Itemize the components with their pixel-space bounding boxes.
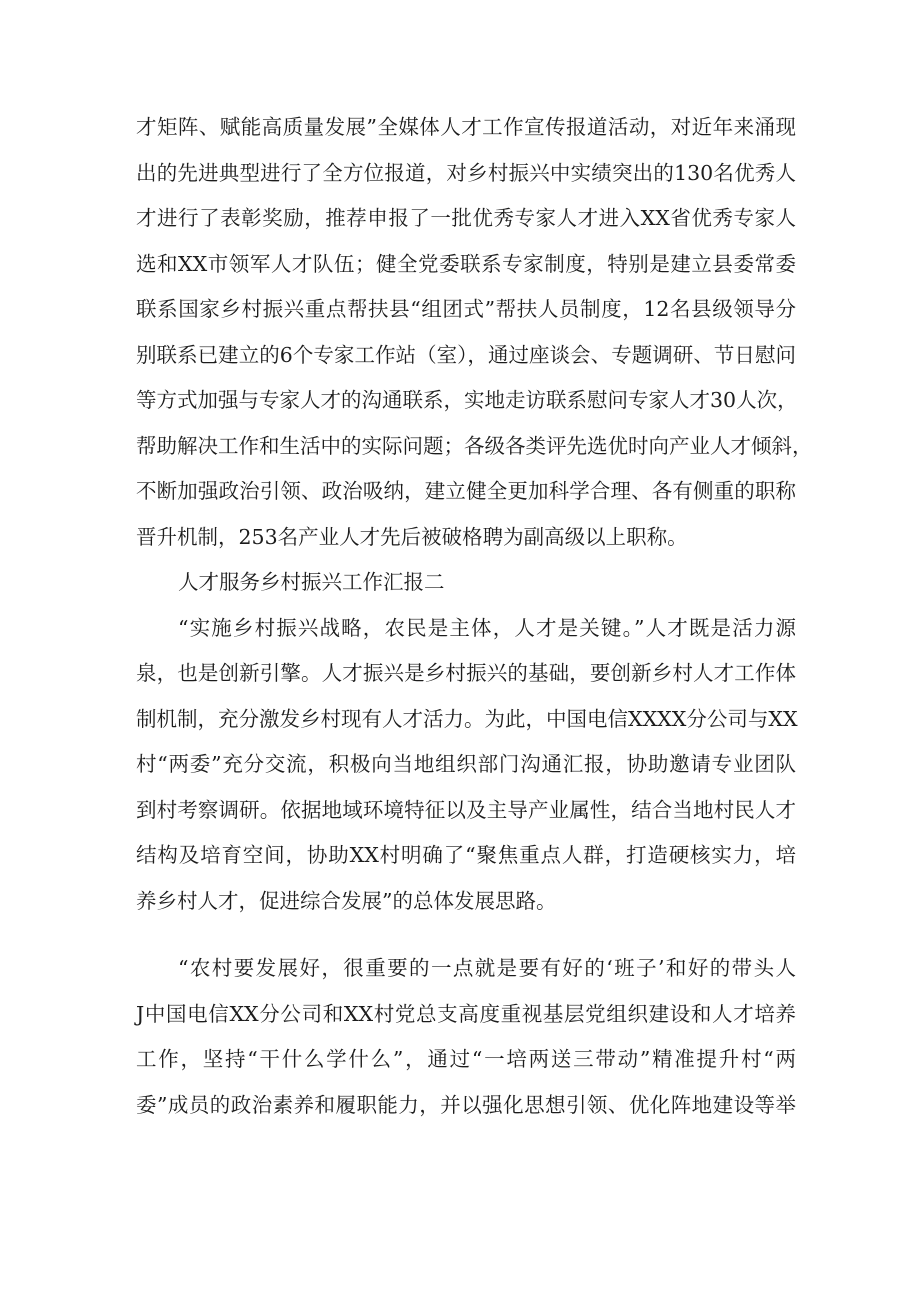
text-line: J中国电信XX分公司和XX村党总支高度重视基层党组织建设和人才培养 [136, 1001, 796, 1026]
text-line: 出的先进典型进行了全方位报道，对乡村振兴中实绩突出的130名优秀人 [136, 160, 796, 185]
paragraph-spacer [136, 930, 796, 952]
paragraph-1 [136, 111, 813, 554]
text-line: 村“两委”充分交流，积极向当地组织部门沟通汇报，协助邀请专业团队 [136, 752, 796, 776]
document-body [136, 111, 813, 1134]
text-line: 联系国家乡村振兴重点帮扶县“组团式”帮扶人员制度，12名县级领导分 [136, 297, 796, 321]
text-line: 工作，坚持“干什么学什么”，通过“一培两送三带动”精准提升村“两 [136, 1047, 796, 1071]
text-line: “农村要发展好，很重要的一点就是要有好的‘班子’和好的带头人 [178, 956, 796, 980]
text-line: 养乡村人才，促进综合发展”的总体发展思路。 [136, 888, 557, 913]
text-line: 结构及培育空间，协助XX村明确了“聚焦重点人群，打造硬核实力，培 [136, 843, 796, 867]
text-line: “实施乡村振兴战略，农民是主体，人才是关键。”人才既是活力源 [178, 615, 796, 640]
text-line: 泉，也是创新引擎。人才振兴是乡村振兴的基础，要创新乡村人才工作体 [136, 661, 796, 685]
paragraph-2 [136, 612, 796, 918]
text-line: 才矩阵、赋能高质量发展”全媒体人才工作宣传报道活动，对近年来涌现 [136, 115, 796, 139]
text-line: 选和XX市领军人才队伍；健全党委联系专家制度，特别是建立县委常委 [136, 251, 796, 276]
text-line: 等方式加强与专家人才的沟通联系，实地走访联系慰问专家人才30人次， [136, 388, 798, 412]
text-line: 帮助解决工作和生活中的实际问题；各级各类评先选优时向产业人才倾斜， [136, 433, 813, 458]
text-line: 晋升机制，253名产业人才先后被破格聘为副高级以上职称。 [136, 524, 688, 549]
text-line: 才进行了表彰奖励，推荐申报了一批优秀专家人才进入XX省优秀专家人 [136, 206, 796, 230]
paragraph-3 [136, 952, 796, 1122]
text-line: 别联系已建立的6个专家工作站（室），通过座谈会、专题调研、节日慰问 [136, 342, 796, 367]
text-line: 到村考察调研。依据地域环境特征以及主导产业属性，结合当地村民人才 [136, 797, 796, 822]
text-line: 委”成员的政治素养和履职能力，并以强化思想引领、优化阵地建设等举 [136, 1092, 796, 1117]
text-line: 不断加强政治引领、政治吸纳，建立健全更加科学合理、各有侧重的职称 [136, 479, 796, 503]
text-line: 制机制，充分激发乡村现有人才活力。为此，中国电信XXXX分公司与XX [136, 706, 798, 731]
section-heading: 人才服务乡村振兴工作汇报二 [178, 570, 445, 594]
